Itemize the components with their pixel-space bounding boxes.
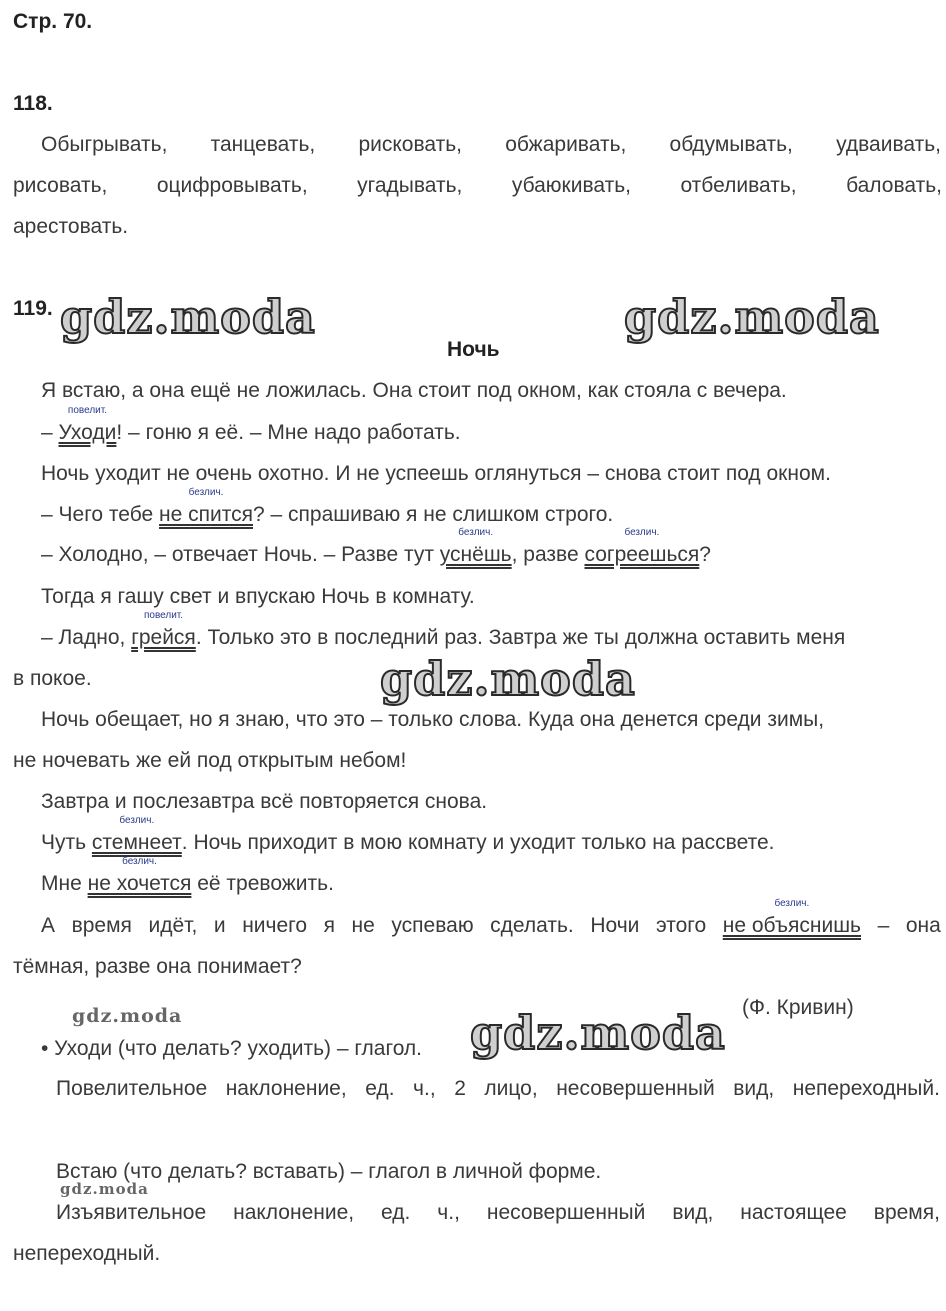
word: вид,	[672, 1201, 714, 1224]
author: (Ф. Кривин)	[742, 996, 854, 1019]
text-line-3: Ночь уходит не очень охотно. И не успеешь оглянуться – снова стоит под окном.	[41, 462, 831, 485]
watermark-logo: gdz.moda	[624, 290, 880, 344]
verb: уснёшь	[439, 543, 512, 566]
word: наклонение,	[233, 1201, 355, 1224]
verb: стемнеет	[91, 831, 182, 854]
text-fragment: – Холодно, – отвечает Ночь. – Разве тут	[41, 543, 440, 566]
text-line-9: Ночь обещает, но я знаю, что это – только слова. Куда она денется среди зимы,	[41, 708, 825, 731]
watermark-logo-small: gdz.moda	[72, 1005, 183, 1027]
text-line-10: не ночевать же ей под открытым небом!	[13, 749, 407, 772]
word: Повелительное	[56, 1077, 208, 1100]
word: угадывать,	[357, 174, 463, 197]
word: непереходный.	[792, 1077, 940, 1100]
text-title: Ночь	[447, 338, 500, 361]
text-fragment: ? – спрашиваю я не слишком строго.	[253, 503, 614, 526]
text-fragment: Мне	[41, 872, 88, 895]
page-reference: Стр. 70.	[13, 10, 93, 33]
text-line-11: Завтра и послезавтра всё повторяется снова.	[41, 790, 488, 813]
word: настоящее	[740, 1201, 847, 1224]
grammar-tag: безлич.	[119, 815, 155, 826]
text-fragment: Чуть	[41, 831, 92, 854]
word: этого	[655, 914, 707, 937]
verb: не спится	[159, 503, 254, 526]
word: убаюкивать,	[511, 174, 632, 197]
underlined-verb	[584, 527, 700, 566]
word: время	[71, 914, 132, 937]
underlined-verb	[131, 610, 196, 649]
word: –	[877, 914, 890, 937]
word: Ночи	[590, 914, 640, 937]
text-line-5	[41, 527, 711, 566]
text-line-2	[41, 405, 461, 444]
grammar-tag: безлич.	[122, 856, 157, 867]
watermark-logo-small: gdz.moda	[60, 1180, 149, 1198]
verb: грейся	[131, 626, 196, 649]
text-fragment: ?	[699, 543, 711, 566]
text-line-6: Тогда я гашу свет и впускаю Ночь в комнату.	[41, 585, 475, 608]
word: ч.,	[413, 1077, 436, 1100]
word: идёт,	[148, 914, 198, 937]
underlined-verb	[722, 898, 861, 937]
text-line-15: тёмная, разве она понимает?	[13, 955, 302, 978]
grammar-tag: безлич.	[624, 527, 660, 538]
analysis-line-5: непереходный.	[13, 1242, 161, 1265]
word: несовершенный	[556, 1077, 715, 1100]
text-line-4	[41, 487, 614, 526]
watermark-logo: gdz.moda	[470, 1006, 726, 1060]
underlined-verb	[58, 405, 117, 444]
underlined-verb	[91, 815, 182, 854]
analysis-line-3: Встаю (что делать? вставать) – глагол в личной форме.	[56, 1160, 602, 1183]
word: лицо,	[484, 1077, 538, 1100]
word: и	[213, 914, 226, 937]
verb: не хочется	[87, 872, 192, 895]
word: Обыгрывать,	[41, 133, 168, 156]
grammar-tag: повелит.	[143, 610, 184, 621]
word: оцифровывать,	[156, 174, 308, 197]
underlined-verb	[159, 487, 254, 526]
ex118-line-3: арестовать.	[13, 215, 129, 238]
word: несовершенный	[486, 1201, 646, 1224]
ex118-line-2	[13, 175, 942, 196]
word: обдумывать,	[669, 133, 793, 156]
text-line-1: Я встаю, а она ещё не ложилась. Она стоит под окном, как стояла с вечера.	[41, 379, 787, 402]
ex118-line-1	[41, 134, 941, 155]
verb: согреешься	[584, 543, 700, 566]
underlined-verb	[87, 856, 192, 895]
watermark-logo: gdz.moda	[380, 652, 636, 706]
word: А	[41, 914, 56, 937]
word: 2	[454, 1077, 466, 1100]
text-fragment: , разве	[511, 543, 585, 566]
word: успеваю	[391, 914, 474, 937]
word: Изъявительное	[56, 1201, 207, 1224]
text-fragment: ! – гоню я её. – Мне надо работать.	[116, 421, 461, 444]
word: вид,	[733, 1077, 775, 1100]
verb: не объяснишь	[722, 914, 861, 937]
word: я	[323, 914, 335, 937]
text-fragment: –	[41, 421, 59, 444]
verb: Уходи	[58, 421, 117, 444]
word: наклонение,	[225, 1077, 347, 1100]
text-fragment: . Только это в последний раз. Завтра же ты должна оставить меня	[195, 626, 846, 649]
text-fragment: – Чего тебе	[41, 503, 160, 526]
word: не	[351, 914, 375, 937]
watermark-logo: gdz.moda	[60, 290, 316, 344]
underlined-verb	[439, 527, 512, 566]
text-line-8: в покое.	[13, 667, 92, 690]
word: баловать,	[846, 174, 942, 197]
word: отбеливать,	[680, 174, 797, 197]
analysis-line-2	[56, 1078, 940, 1099]
analysis-line-4	[56, 1202, 940, 1223]
word: рисковать,	[358, 133, 463, 156]
analysis-line-1: • Уходи (что делать? уходить) – глагол.	[41, 1037, 422, 1060]
word: удваивать,	[836, 133, 941, 156]
word: ч.,	[437, 1201, 460, 1224]
text-fragment: . Ночь приходит в мою комнату и уходит только на рассвете.	[181, 831, 775, 854]
exercise-119-number: 119.	[13, 297, 53, 320]
word: рисовать,	[13, 174, 108, 197]
text-fragment: её тревожить.	[191, 872, 334, 895]
word: сделать.	[490, 914, 574, 937]
grammar-tag: безлич.	[188, 487, 224, 498]
grammar-tag: безлич.	[458, 527, 494, 538]
word: ед.	[365, 1077, 395, 1100]
exercise-118-number: 118.	[13, 92, 53, 115]
text-line-14	[41, 898, 941, 937]
word: танцевать,	[210, 133, 316, 156]
word: ед.	[381, 1201, 411, 1224]
grammar-tag: повелит.	[67, 405, 107, 416]
text-line-12	[41, 815, 775, 854]
text-line-13	[41, 856, 334, 895]
text-fragment: – Ладно,	[41, 626, 132, 649]
word: время,	[873, 1201, 940, 1224]
word: она	[905, 914, 941, 937]
word: ничего	[242, 914, 308, 937]
grammar-tag: безлич.	[774, 898, 810, 909]
text-line-7	[41, 610, 846, 649]
word: обжаривать,	[505, 133, 627, 156]
